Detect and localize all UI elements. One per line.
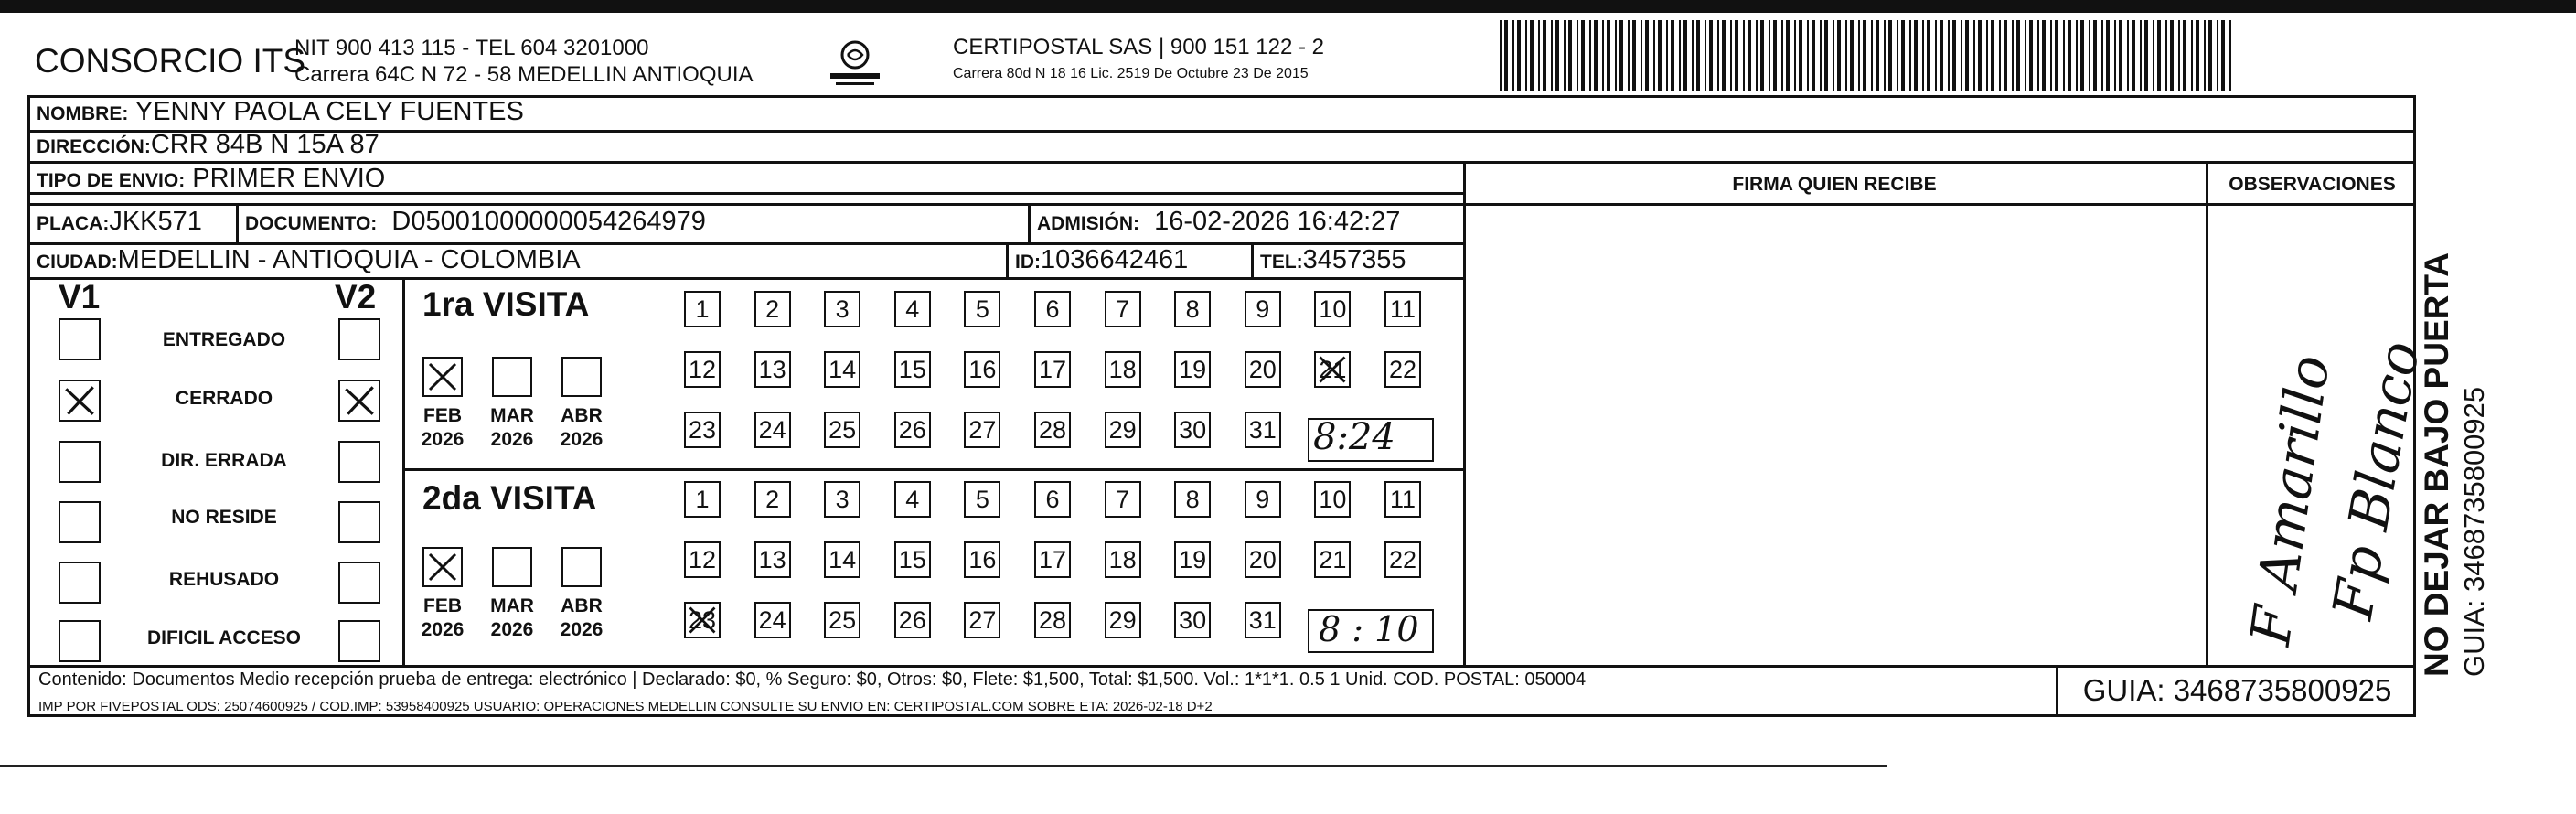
day-number: 27 xyxy=(968,606,997,634)
visit-1-month-label xyxy=(554,404,609,452)
month-name: FEB xyxy=(423,405,462,426)
visit-2-day-27[interactable] xyxy=(964,602,1000,638)
visit-2-day-18[interactable] xyxy=(1105,541,1141,578)
visit-1-day-11[interactable] xyxy=(1384,291,1421,327)
visit-2-day-4[interactable] xyxy=(894,481,931,518)
observation-note-2: Fp Blanco xyxy=(2321,337,2433,625)
recipient-name: YENNY PAOLA CELY FUENTES xyxy=(134,97,524,126)
visit-2-day-28[interactable] xyxy=(1034,602,1071,638)
day-number: 19 xyxy=(1179,356,1207,383)
month-year: 2026 xyxy=(560,429,604,450)
visit-col-divider xyxy=(402,277,405,665)
month-name: FEB xyxy=(423,595,462,616)
col-divider xyxy=(1463,161,1466,665)
second-visit-title: 2da VISITA xyxy=(422,479,597,517)
day-number: 23 xyxy=(688,606,717,634)
month-name: ABR xyxy=(561,405,603,426)
v2-checkbox-no-reside[interactable] xyxy=(338,501,380,543)
visit-1-day-13[interactable] xyxy=(754,351,791,388)
day-number: 20 xyxy=(1248,356,1277,383)
footer-contents: Contenido: Documentos Medio recepción prueba de entrega: electrónico | Declarado: $0, % Seguro: $0, Otros: $0, Flete: $1,500, Total: $1,500. Vol.: 1*1*1. 0.5 1 Unid. COD. POSTAL: 050004 xyxy=(38,669,1587,690)
day-number: 12 xyxy=(688,356,717,383)
day-number: 22 xyxy=(1388,356,1417,383)
admission-date: 16-02-2026 16:42:27 xyxy=(1154,207,1401,236)
observation-note-1: F Amarillo xyxy=(2239,351,2343,649)
day-number: 23 xyxy=(688,416,717,444)
visit-1-day-1[interactable] xyxy=(684,291,721,327)
visit-1-day-4[interactable] xyxy=(894,291,931,327)
visit-1-day-7[interactable] xyxy=(1105,291,1141,327)
day-number: 1 xyxy=(695,295,710,323)
visit-2-day-20[interactable] xyxy=(1245,541,1281,578)
day-number: 15 xyxy=(898,356,926,383)
day-number: 11 xyxy=(1389,295,1416,323)
time-box-visit-1 xyxy=(1308,418,1434,462)
day-number: 25 xyxy=(828,606,857,634)
day-number: 25 xyxy=(828,416,857,444)
day-number: 31 xyxy=(1248,606,1277,634)
day-number: 26 xyxy=(898,606,926,634)
address: CRR 84B N 15A 87 xyxy=(150,130,379,159)
visit-1-day-15[interactable] xyxy=(894,351,931,388)
time-visit-1: 8:24 xyxy=(1313,416,1395,458)
day-number: 30 xyxy=(1179,606,1207,634)
visit-1-day-26[interactable] xyxy=(894,412,931,448)
visit-1-day-25[interactable] xyxy=(824,412,860,448)
visit-1-day-29[interactable] xyxy=(1105,412,1141,448)
time-visit-2: 8 : 10 xyxy=(1319,609,1419,649)
shipment-type-field xyxy=(37,164,385,194)
document-number: D05001000000054264979 xyxy=(391,207,706,236)
visit-2-month-label xyxy=(415,594,470,642)
side-instruction xyxy=(2418,91,2491,677)
visit-2-day-19[interactable] xyxy=(1174,541,1211,578)
day-number: 10 xyxy=(1319,486,1347,513)
visit-1-day-28[interactable] xyxy=(1034,412,1071,448)
v1-checkbox-dir-errada[interactable] xyxy=(59,441,101,483)
v2-checkbox-dir-errada[interactable] xyxy=(338,441,380,483)
visit-2-day-30[interactable] xyxy=(1174,602,1211,638)
visit-1-month-mar-checkbox[interactable] xyxy=(492,357,532,397)
day-number: 4 xyxy=(905,486,920,513)
address-field xyxy=(37,130,379,160)
col-divider xyxy=(2206,161,2208,665)
day-number: 2 xyxy=(765,486,780,513)
visit-1-day-31[interactable] xyxy=(1245,412,1281,448)
plate-label: PLACA: xyxy=(37,213,110,234)
courier-name: CERTIPOSTAL SAS | 900 151 122 - 2 xyxy=(953,35,1324,59)
first-visit-title: 1ra VISITA xyxy=(422,285,590,323)
plate: JKK571 xyxy=(109,207,202,236)
company-address: Carrera 64C N 72 - 58 MEDELLIN ANTIOQUIA xyxy=(294,62,754,87)
day-number: 16 xyxy=(968,356,997,383)
cell-divider xyxy=(1251,242,1254,277)
visit-2-month-feb-checkbox[interactable] xyxy=(422,547,463,587)
visit-1-day-5[interactable] xyxy=(964,291,1000,327)
status-label: NO RESIDE xyxy=(171,507,277,528)
visit-2-day-9[interactable] xyxy=(1245,481,1281,518)
month-year: 2026 xyxy=(421,619,465,640)
visit-1-day-17[interactable] xyxy=(1034,351,1071,388)
day-number: 13 xyxy=(758,546,786,573)
day-number: 18 xyxy=(1108,356,1137,383)
check-mark-icon xyxy=(340,381,379,420)
id-field xyxy=(1015,245,1188,275)
status-label: CERRADO xyxy=(175,388,273,409)
status-label: DIR. ERRADA xyxy=(161,450,287,471)
city: MEDELLIN - ANTIOQUIA - COLOMBIA xyxy=(117,245,581,274)
day-number: 5 xyxy=(975,486,989,513)
visit-1-day-8[interactable] xyxy=(1174,291,1211,327)
status-label: ENTREGADO xyxy=(162,329,286,350)
visit-1-day-20[interactable] xyxy=(1245,351,1281,388)
month-year: 2026 xyxy=(490,619,534,640)
v1-checkbox-entregado[interactable] xyxy=(59,318,101,360)
month-year: 2026 xyxy=(560,619,604,640)
day-number: 14 xyxy=(828,356,857,383)
cell-divider xyxy=(1028,203,1031,242)
day-number: 15 xyxy=(898,546,926,573)
day-number: 8 xyxy=(1185,486,1200,513)
day-number: 26 xyxy=(898,416,926,444)
courier-license: Carrera 80d N 18 16 Lic. 2519 De Octubre 23 De 2015 xyxy=(953,66,1309,81)
visit-2-day-14[interactable] xyxy=(824,541,860,578)
recipient-name-label: NOMBRE: xyxy=(37,103,129,124)
day-number: 17 xyxy=(1038,356,1067,383)
visit-1-day-22[interactable] xyxy=(1384,351,1421,388)
visit-2-month-label xyxy=(485,594,540,642)
check-mark-icon xyxy=(424,359,461,395)
day-number: 22 xyxy=(1388,546,1417,573)
visit-2-day-13[interactable] xyxy=(754,541,791,578)
month-year: 2026 xyxy=(490,429,534,450)
visit-1-day-12[interactable] xyxy=(684,351,721,388)
day-number: 8 xyxy=(1185,295,1200,323)
cell-divider xyxy=(1006,242,1009,277)
visit-1-day-23[interactable] xyxy=(684,412,721,448)
phone: 3457355 xyxy=(1302,245,1406,274)
city-label: CIUDAD: xyxy=(37,252,118,273)
day-number: 7 xyxy=(1116,295,1130,323)
id-number: 1036642461 xyxy=(1041,245,1189,274)
visit-1-day-3[interactable] xyxy=(824,291,860,327)
tracking-barcode xyxy=(1500,20,2231,91)
day-number: 13 xyxy=(758,356,786,383)
address-label: DIRECCIÓN: xyxy=(37,136,151,157)
visit-2-day-2[interactable] xyxy=(754,481,791,518)
visit-2-day-17[interactable] xyxy=(1034,541,1071,578)
visit-1-day-6[interactable] xyxy=(1034,291,1071,327)
visit-1-month-abr-checkbox[interactable] xyxy=(561,357,602,397)
check-mark-icon xyxy=(686,604,719,637)
day-number: 4 xyxy=(905,295,920,323)
visit-1-month-label xyxy=(485,404,540,452)
status-label: DIFICIL ACCESO xyxy=(146,627,301,648)
phone-label: TEL: xyxy=(1260,252,1303,273)
day-number: 9 xyxy=(1256,295,1270,323)
day-number: 29 xyxy=(1108,606,1137,634)
day-number: 10 xyxy=(1319,295,1347,323)
company-nit: NIT 900 413 115 - TEL 604 3201000 xyxy=(294,36,649,60)
visit-2-day-11[interactable] xyxy=(1384,481,1421,518)
v1-checkbox-rehusado[interactable] xyxy=(59,562,101,604)
month-name: ABR xyxy=(561,595,603,616)
visit-1-day-9[interactable] xyxy=(1245,291,1281,327)
admission-label: ADMISIÓN: xyxy=(1037,213,1139,234)
visit-2-day-16[interactable] xyxy=(964,541,1000,578)
v2-checkbox-entregado[interactable] xyxy=(338,318,380,360)
recipient-name-field xyxy=(37,97,524,127)
v1-checkbox-no-reside[interactable] xyxy=(59,501,101,543)
day-number: 16 xyxy=(968,546,997,573)
visit-2-month-label xyxy=(554,594,609,642)
day-number: 1 xyxy=(695,486,710,513)
v2-checkbox-cerrado[interactable] xyxy=(338,380,380,422)
visit-2-day-6[interactable] xyxy=(1034,481,1071,518)
day-number: 9 xyxy=(1256,486,1270,513)
visit-2-day-21[interactable] xyxy=(1314,541,1351,578)
day-number: 6 xyxy=(1045,295,1060,323)
v2-checkbox-dificil-acceso[interactable] xyxy=(338,620,380,662)
visit-1-day-18[interactable] xyxy=(1105,351,1141,388)
plate-field xyxy=(37,207,202,237)
company-info xyxy=(294,35,754,88)
status-label: REHUSADO xyxy=(168,569,280,590)
v1-label: V1 xyxy=(59,278,101,316)
day-number: 29 xyxy=(1108,416,1137,444)
v1-checkbox-cerrado[interactable] xyxy=(59,380,101,422)
visit-2-day-10[interactable] xyxy=(1314,481,1351,518)
cut-line xyxy=(0,765,1887,767)
company-name: CONSORCIO ITS xyxy=(35,42,306,80)
visit-1-day-10[interactable] xyxy=(1314,291,1351,327)
day-number: 28 xyxy=(1038,416,1067,444)
visit-2-day-5[interactable] xyxy=(964,481,1000,518)
courier-info xyxy=(953,35,1324,82)
row-divider xyxy=(27,203,2416,206)
visit-2-month-abr-checkbox[interactable] xyxy=(561,547,602,587)
footer-print-info: IMP POR FIVEPOSTAL ODS: 25074600925 / COD.IMP: 53958400925 USUARIO: OPERACIONES MEDELLIN CONSULTE SU ENVIO EN: CERTIPOSTAL.COM SOBRE ETA: 2026-02-18 D+2 xyxy=(38,699,1213,714)
month-name: MAR xyxy=(490,405,534,426)
day-number: 19 xyxy=(1179,546,1207,573)
certipostal-logo xyxy=(823,33,887,97)
visit-2-day-12[interactable] xyxy=(684,541,721,578)
visit-divider xyxy=(402,468,1463,471)
day-number: 6 xyxy=(1045,486,1060,513)
day-number: 3 xyxy=(835,486,850,513)
visit-1-day-2[interactable] xyxy=(754,291,791,327)
month-name: MAR xyxy=(490,595,534,616)
visit-1-day-19[interactable] xyxy=(1174,351,1211,388)
shipment-type: PRIMER ENVIO xyxy=(192,164,386,193)
visit-2-day-24[interactable] xyxy=(754,602,791,638)
day-number: 31 xyxy=(1248,416,1277,444)
day-number: 27 xyxy=(968,416,997,444)
document-label: DOCUMENTO: xyxy=(245,213,378,234)
visit-1-month-feb-checkbox[interactable] xyxy=(422,357,463,397)
visit-2-day-31[interactable] xyxy=(1245,602,1281,638)
side-guia-number: GUIA: 3468735800925 xyxy=(2458,386,2490,677)
day-number: 2 xyxy=(765,295,780,323)
day-number: 7 xyxy=(1116,486,1130,513)
day-number: 24 xyxy=(758,606,786,634)
day-number: 3 xyxy=(835,295,850,323)
city-field xyxy=(37,245,581,275)
v2-label: V2 xyxy=(335,278,377,316)
visit-2-day-22[interactable] xyxy=(1384,541,1421,578)
day-number: 21 xyxy=(1319,546,1347,573)
id-label: ID: xyxy=(1015,252,1041,273)
visit-1-day-24[interactable] xyxy=(754,412,791,448)
day-number: 17 xyxy=(1038,546,1067,573)
visit-1-month-label xyxy=(415,404,470,452)
check-mark-icon xyxy=(60,381,99,420)
visit-2-day-8[interactable] xyxy=(1174,481,1211,518)
day-number: 24 xyxy=(758,416,786,444)
day-number: 5 xyxy=(975,295,989,323)
day-number: 28 xyxy=(1038,606,1067,634)
day-number: 12 xyxy=(688,546,717,573)
day-number: 14 xyxy=(828,546,857,573)
time-box-visit-2 xyxy=(1308,609,1434,653)
top-edge-bar xyxy=(0,0,2576,13)
row-divider xyxy=(27,130,2416,133)
visit-1-day-21[interactable] xyxy=(1314,351,1351,388)
visit-1-day-16[interactable] xyxy=(964,351,1000,388)
row-divider xyxy=(27,161,2416,164)
day-number: 18 xyxy=(1108,546,1137,573)
visit-2-day-29[interactable] xyxy=(1105,602,1141,638)
visit-2-day-23[interactable] xyxy=(684,602,721,638)
footer-guia-number: GUIA: 3468735800925 xyxy=(2056,666,2416,717)
observations-header: OBSERVACIONES xyxy=(2229,174,2396,195)
cell-divider xyxy=(236,203,239,242)
visit-2-day-25[interactable] xyxy=(824,602,860,638)
admission-field xyxy=(1037,207,1400,237)
day-number: 11 xyxy=(1389,486,1416,513)
visit-2-day-3[interactable] xyxy=(824,481,860,518)
shipment-type-label: TIPO DE ENVIO: xyxy=(37,170,186,191)
visit-2-day-1[interactable] xyxy=(684,481,721,518)
visit-1-day-30[interactable] xyxy=(1174,412,1211,448)
check-mark-icon xyxy=(424,549,461,585)
check-mark-icon xyxy=(1316,353,1349,386)
day-number: 30 xyxy=(1179,416,1207,444)
day-number: 20 xyxy=(1248,546,1277,573)
phone-field xyxy=(1260,245,1406,275)
visit-2-day-15[interactable] xyxy=(894,541,931,578)
v2-checkbox-rehusado[interactable] xyxy=(338,562,380,604)
row-divider xyxy=(27,277,1463,280)
visit-1-day-27[interactable] xyxy=(964,412,1000,448)
do-not-leave-under-door: NO DEJAR BAJO PUERTA xyxy=(2418,252,2455,677)
document-field xyxy=(245,207,706,237)
visit-2-day-26[interactable] xyxy=(894,602,931,638)
visit-2-month-mar-checkbox[interactable] xyxy=(492,547,532,587)
month-year: 2026 xyxy=(421,429,465,450)
v1-checkbox-dificil-acceso[interactable] xyxy=(59,620,101,662)
visit-1-day-14[interactable] xyxy=(824,351,860,388)
day-number: 21 xyxy=(1319,356,1347,383)
signature-header: FIRMA QUIEN RECIBE xyxy=(1732,174,1937,195)
visit-2-day-7[interactable] xyxy=(1105,481,1141,518)
